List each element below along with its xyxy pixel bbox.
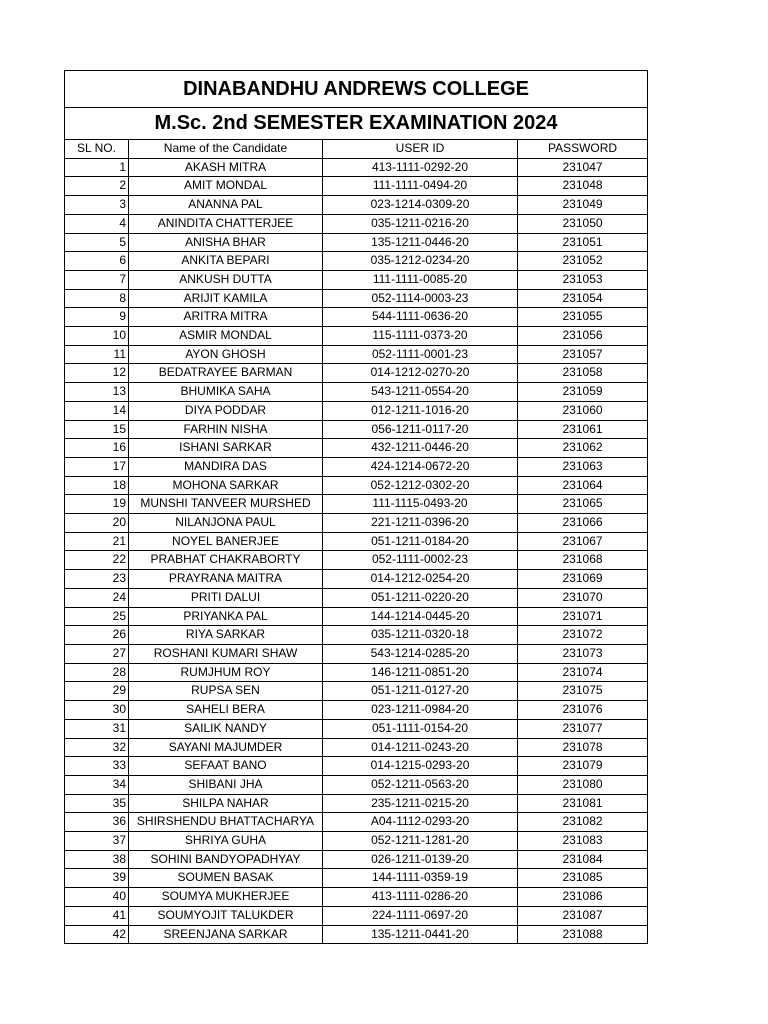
candidate-name: MUNSHI TANVEER MURSHED [129, 495, 323, 514]
candidate-name: DIYA PODDAR [129, 401, 323, 420]
serial-number: 3 [65, 196, 129, 215]
user-id: 035-1211-0216-20 [323, 214, 518, 233]
serial-number: 4 [65, 214, 129, 233]
candidate-name: RUPSA SEN [129, 682, 323, 701]
password: 231056 [518, 327, 648, 346]
table-row [65, 439, 648, 458]
candidate-name: AKASH MITRA [129, 158, 323, 177]
user-id: 014-1211-0243-20 [323, 738, 518, 757]
serial-number: 42 [65, 925, 129, 944]
table-row [65, 476, 648, 495]
serial-number: 16 [65, 439, 129, 458]
candidate-name: NILANJONA PAUL [129, 514, 323, 533]
serial-number: 39 [65, 869, 129, 888]
user-id: 052-1111-0001-23 [323, 345, 518, 364]
candidate-name: ANANNA PAL [129, 196, 323, 215]
user-id: 544-1111-0636-20 [323, 308, 518, 327]
candidate-name: PRABHAT CHAKRABORTY [129, 551, 323, 570]
candidate-name: ARITRA MITRA [129, 308, 323, 327]
user-id: 115-1111-0373-20 [323, 327, 518, 346]
user-id: 051-1211-0184-20 [323, 532, 518, 551]
table-row [65, 289, 648, 308]
table-row [65, 532, 648, 551]
password: 231075 [518, 682, 648, 701]
table-row [65, 738, 648, 757]
table-row [65, 570, 648, 589]
table-row [65, 364, 648, 383]
password: 231076 [518, 701, 648, 720]
table-row [65, 420, 648, 439]
serial-number: 36 [65, 813, 129, 832]
user-id: 111-1115-0493-20 [323, 495, 518, 514]
candidate-name: ANINDITA CHATTERJEE [129, 214, 323, 233]
table-row [65, 495, 648, 514]
user-id: 014-1212-0270-20 [323, 364, 518, 383]
candidate-name: PRAYRANA MAITRA [129, 570, 323, 589]
serial-number: 30 [65, 701, 129, 720]
table-row [65, 794, 648, 813]
serial-number: 27 [65, 644, 129, 663]
candidate-name: SOUMYA MUKHERJEE [129, 888, 323, 907]
candidate-name: RIYA SARKAR [129, 626, 323, 645]
table-row [65, 925, 648, 944]
table-body [65, 158, 648, 944]
password: 231085 [518, 869, 648, 888]
serial-number: 17 [65, 457, 129, 476]
password: 231086 [518, 888, 648, 907]
serial-number: 9 [65, 308, 129, 327]
table-row [65, 588, 648, 607]
password: 231082 [518, 813, 648, 832]
table-row [65, 682, 648, 701]
title-row [65, 71, 648, 108]
user-id: 135-1211-0446-20 [323, 233, 518, 252]
user-id: 051-1211-0220-20 [323, 588, 518, 607]
password: 231050 [518, 214, 648, 233]
password: 231070 [518, 588, 648, 607]
serial-number: 20 [65, 514, 129, 533]
password: 231048 [518, 177, 648, 196]
candidate-name: FARHIN NISHA [129, 420, 323, 439]
candidate-name: SHRIYA GUHA [129, 832, 323, 851]
serial-number: 26 [65, 626, 129, 645]
candidate-name: SAYANI MAJUMDER [129, 738, 323, 757]
col-header-user-id: USER ID [323, 140, 518, 159]
serial-number: 15 [65, 420, 129, 439]
password: 231088 [518, 925, 648, 944]
candidate-name: AMIT MONDAL [129, 177, 323, 196]
serial-number: 2 [65, 177, 129, 196]
candidate-name: ROSHANI KUMARI SHAW [129, 644, 323, 663]
table-row [65, 832, 648, 851]
col-header-password: PASSWORD [518, 140, 648, 159]
exam-title: M.Sc. 2nd SEMESTER EXAMINATION 2024 [65, 108, 648, 140]
serial-number: 31 [65, 719, 129, 738]
user-id: 221-1211-0396-20 [323, 514, 518, 533]
user-id: 144-1214-0445-20 [323, 607, 518, 626]
password: 231049 [518, 196, 648, 215]
candidate-name: SAHELI BERA [129, 701, 323, 720]
user-id: 146-1211-0851-20 [323, 663, 518, 682]
candidate-name: SOHINI BANDYOPADHYAY [129, 850, 323, 869]
table-row [65, 196, 648, 215]
candidate-name: SOUMYOJIT TALUKDER [129, 906, 323, 925]
user-id: 014-1215-0293-20 [323, 757, 518, 776]
table-row [65, 701, 648, 720]
candidate-name: BEDATRAYEE BARMAN [129, 364, 323, 383]
serial-number: 34 [65, 775, 129, 794]
candidate-name: ISHANI SARKAR [129, 439, 323, 458]
serial-number: 33 [65, 757, 129, 776]
serial-number: 41 [65, 906, 129, 925]
college-name: DINABANDHU ANDREWS COLLEGE [65, 71, 648, 108]
candidate-name: ANISHA BHAR [129, 233, 323, 252]
candidate-name: ARIJIT KAMILA [129, 289, 323, 308]
password: 231051 [518, 233, 648, 252]
password: 231077 [518, 719, 648, 738]
password: 231081 [518, 794, 648, 813]
password: 231074 [518, 663, 648, 682]
serial-number: 38 [65, 850, 129, 869]
serial-number: 25 [65, 607, 129, 626]
user-id: 052-1111-0002-23 [323, 551, 518, 570]
serial-number: 22 [65, 551, 129, 570]
subtitle-row [65, 108, 648, 140]
password: 231063 [518, 457, 648, 476]
candidate-name: MOHONA SARKAR [129, 476, 323, 495]
table-row [65, 813, 648, 832]
candidate-name: SOUMEN BASAK [129, 869, 323, 888]
password: 231054 [518, 289, 648, 308]
candidate-name: AYON GHOSH [129, 345, 323, 364]
serial-number: 8 [65, 289, 129, 308]
col-header-sl-no: SL NO. [65, 140, 129, 159]
password: 231058 [518, 364, 648, 383]
user-id: A04-1112-0293-20 [323, 813, 518, 832]
user-id: 035-1212-0234-20 [323, 252, 518, 271]
table-row [65, 607, 648, 626]
table-row [65, 270, 648, 289]
password: 231084 [518, 850, 648, 869]
password: 231069 [518, 570, 648, 589]
table-row [65, 308, 648, 327]
serial-number: 35 [65, 794, 129, 813]
serial-number: 29 [65, 682, 129, 701]
user-id: 111-1111-0494-20 [323, 177, 518, 196]
password: 231052 [518, 252, 648, 271]
user-id: 056-1211-0117-20 [323, 420, 518, 439]
candidate-name: SEFAAT BANO [129, 757, 323, 776]
user-id: 144-1111-0359-19 [323, 869, 518, 888]
candidate-name: PRITI DALUI [129, 588, 323, 607]
password: 231072 [518, 626, 648, 645]
table-row [65, 345, 648, 364]
password: 231083 [518, 832, 648, 851]
password: 231059 [518, 383, 648, 402]
candidate-name: MANDIRA DAS [129, 457, 323, 476]
table-row [65, 401, 648, 420]
user-id: 224-1111-0697-20 [323, 906, 518, 925]
candidate-name: SAILIK NANDY [129, 719, 323, 738]
password: 231078 [518, 738, 648, 757]
password: 231067 [518, 532, 648, 551]
serial-number: 13 [65, 383, 129, 402]
header-row [65, 140, 648, 159]
serial-number: 24 [65, 588, 129, 607]
table-row [65, 252, 648, 271]
table-row [65, 906, 648, 925]
user-id: 413-1111-0286-20 [323, 888, 518, 907]
table-row [65, 626, 648, 645]
table-row [65, 757, 648, 776]
candidate-name: ASMIR MONDAL [129, 327, 323, 346]
candidate-name: SHIRSHENDU BHATTACHARYA [129, 813, 323, 832]
col-header-name: Name of the Candidate [129, 140, 323, 159]
serial-number: 7 [65, 270, 129, 289]
password: 231073 [518, 644, 648, 663]
serial-number: 32 [65, 738, 129, 757]
user-id: 111-1111-0085-20 [323, 270, 518, 289]
table-row [65, 663, 648, 682]
password: 231062 [518, 439, 648, 458]
candidate-name: BHUMIKA SAHA [129, 383, 323, 402]
table-row [65, 383, 648, 402]
candidate-name: RUMJHUM ROY [129, 663, 323, 682]
candidate-name: ANKUSH DUTTA [129, 270, 323, 289]
serial-number: 10 [65, 327, 129, 346]
table-row [65, 644, 648, 663]
serial-number: 14 [65, 401, 129, 420]
serial-number: 23 [65, 570, 129, 589]
serial-number: 37 [65, 832, 129, 851]
user-id: 135-1211-0441-20 [323, 925, 518, 944]
user-id: 052-1211-1281-20 [323, 832, 518, 851]
table-row [65, 514, 648, 533]
password: 231080 [518, 775, 648, 794]
serial-number: 11 [65, 345, 129, 364]
user-id: 035-1211-0320-18 [323, 626, 518, 645]
serial-number: 12 [65, 364, 129, 383]
password: 231060 [518, 401, 648, 420]
table-row [65, 327, 648, 346]
user-id: 432-1211-0446-20 [323, 439, 518, 458]
serial-number: 18 [65, 476, 129, 495]
table-row [65, 775, 648, 794]
serial-number: 40 [65, 888, 129, 907]
user-id: 235-1211-0215-20 [323, 794, 518, 813]
password: 231064 [518, 476, 648, 495]
password: 231065 [518, 495, 648, 514]
user-id: 424-1214-0672-20 [323, 457, 518, 476]
table-row [65, 177, 648, 196]
password: 231057 [518, 345, 648, 364]
user-id: 051-1211-0127-20 [323, 682, 518, 701]
user-id: 026-1211-0139-20 [323, 850, 518, 869]
password: 231087 [518, 906, 648, 925]
table-row [65, 233, 648, 252]
password: 231055 [518, 308, 648, 327]
serial-number: 1 [65, 158, 129, 177]
serial-number: 28 [65, 663, 129, 682]
user-id: 543-1211-0554-20 [323, 383, 518, 402]
table-row [65, 719, 648, 738]
candidate-name: PRIYANKA PAL [129, 607, 323, 626]
user-id: 051-1111-0154-20 [323, 719, 518, 738]
password: 231061 [518, 420, 648, 439]
table-row [65, 850, 648, 869]
table-row [65, 551, 648, 570]
password: 231066 [518, 514, 648, 533]
table-row [65, 888, 648, 907]
password: 231053 [518, 270, 648, 289]
password: 231079 [518, 757, 648, 776]
user-id: 014-1212-0254-20 [323, 570, 518, 589]
user-id: 543-1214-0285-20 [323, 644, 518, 663]
user-id: 052-1212-0302-20 [323, 476, 518, 495]
credentials-table [64, 70, 648, 944]
table-row [65, 869, 648, 888]
user-id: 052-1211-0563-20 [323, 775, 518, 794]
table-row [65, 214, 648, 233]
candidate-name: SHILPA NAHAR [129, 794, 323, 813]
candidate-name: NOYEL BANERJEE [129, 532, 323, 551]
serial-number: 5 [65, 233, 129, 252]
table-row [65, 158, 648, 177]
result-sheet [64, 70, 647, 944]
user-id: 413-1111-0292-20 [323, 158, 518, 177]
user-id: 012-1211-1016-20 [323, 401, 518, 420]
candidate-name: SHIBANI JHA [129, 775, 323, 794]
serial-number: 19 [65, 495, 129, 514]
password: 231068 [518, 551, 648, 570]
password: 231047 [518, 158, 648, 177]
candidate-name: SREENJANA SARKAR [129, 925, 323, 944]
user-id: 052-1114-0003-23 [323, 289, 518, 308]
user-id: 023-1211-0984-20 [323, 701, 518, 720]
serial-number: 21 [65, 532, 129, 551]
candidate-name: ANKITA BEPARI [129, 252, 323, 271]
password: 231071 [518, 607, 648, 626]
serial-number: 6 [65, 252, 129, 271]
table-row [65, 457, 648, 476]
user-id: 023-1214-0309-20 [323, 196, 518, 215]
